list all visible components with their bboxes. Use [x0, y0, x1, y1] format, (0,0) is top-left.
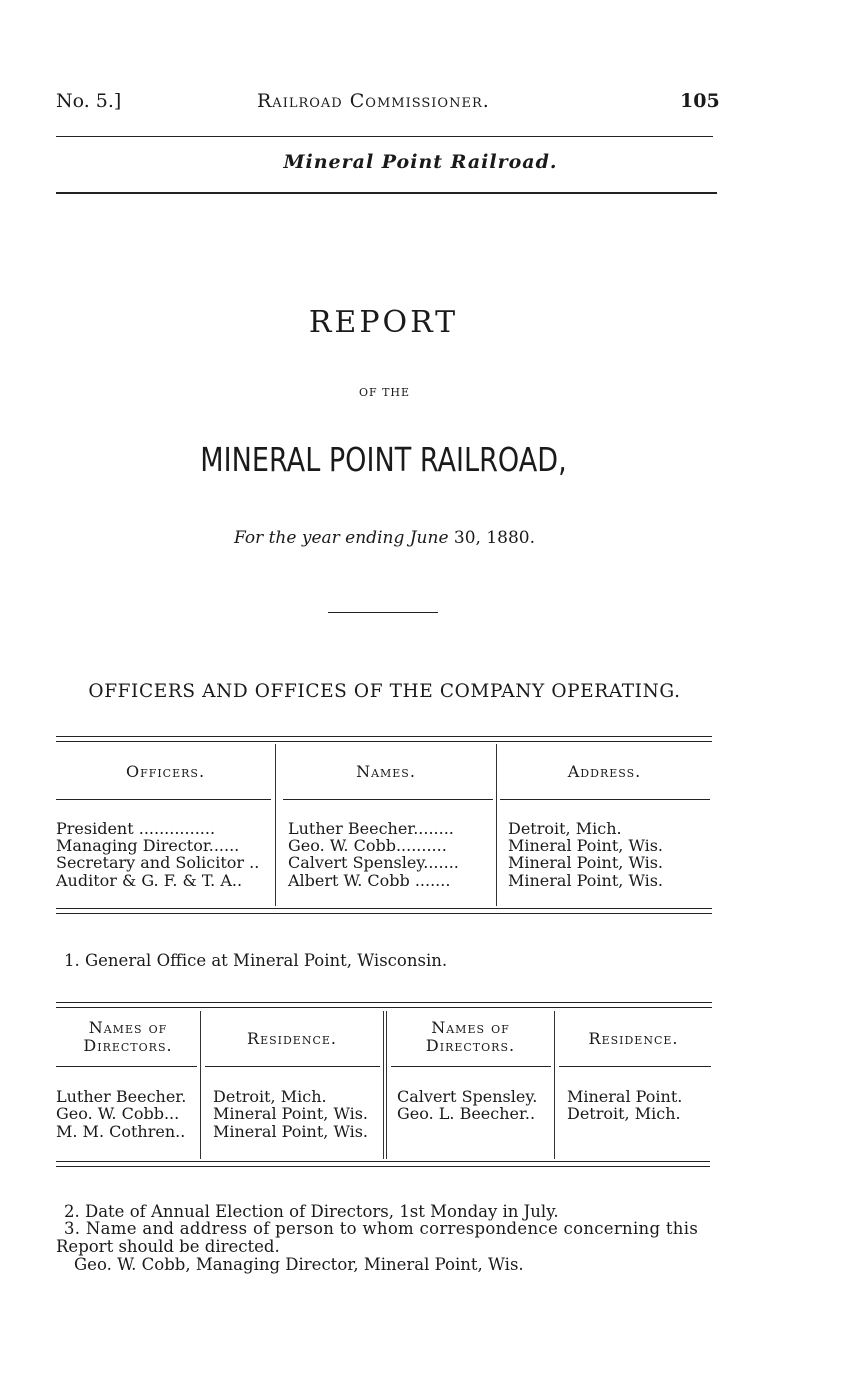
directors-header-names-left: Names of Directors.: [83, 1018, 173, 1055]
officer-title: President ...............: [56, 819, 216, 838]
title-divider: [328, 612, 438, 613]
officer-address: Mineral Point, Wis.: [508, 871, 664, 890]
directors-header-residence-right: Residence.: [588, 1029, 679, 1048]
directors-header-rule-4: [559, 1066, 711, 1067]
fiscal-year-italic: For the year ending June: [233, 528, 449, 548]
general-office: 1. General Office at Mineral Point, Wisconsin.: [64, 951, 448, 970]
officer-name: Albert W. Cobb .......: [288, 871, 451, 890]
issue-number: No. 5.]: [56, 90, 122, 112]
officers-header-names: Names.: [356, 762, 416, 781]
officers-header-rule-1: [56, 799, 271, 800]
directors-bottom-rule-2: [56, 1166, 710, 1167]
section-rule: [56, 192, 717, 194]
section-title: Mineral Point Railroad.: [283, 151, 558, 173]
directors-header-names-right: Names of Directors.: [425, 1018, 516, 1055]
directors-top-rule-2: [56, 1007, 712, 1008]
director-residence: Detroit, Mich.: [213, 1087, 327, 1106]
officers-header-rule-3: [500, 799, 710, 800]
officers-header-rule-2: [283, 799, 493, 800]
directors-top-rule: [56, 1002, 712, 1003]
officers-header-address: Address.: [567, 762, 642, 781]
officer-title: Auditor & G. F. & T. A..: [56, 871, 243, 890]
directors-bottom-rule: [56, 1161, 710, 1162]
director-name: Luther Beecher.: [56, 1087, 187, 1106]
director-name: Geo. W. Cobb...: [56, 1104, 180, 1123]
officer-name: Calvert Spensley.......: [288, 853, 459, 872]
director-name: M. M. Cothren..: [56, 1122, 186, 1141]
officer-address: Mineral Point, Wis.: [508, 853, 664, 872]
report-of-the: OF THE: [358, 386, 411, 399]
election-note: 2. Date of Annual Election of Directors, 1st Monday in July.: [64, 1202, 559, 1221]
director-residence: Detroit, Mich.: [567, 1104, 681, 1123]
head-rule: [56, 136, 713, 137]
directors-header-residence-left: Residence.: [247, 1029, 337, 1048]
officer-title: Managing Director......: [56, 836, 240, 855]
officer-title: Secretary and Solicitor ..: [56, 853, 260, 872]
officers-header-officers: Officers.: [125, 762, 206, 781]
directors-header-rule-2: [205, 1066, 380, 1067]
report-title: REPORT: [308, 305, 459, 340]
director-residence: Mineral Point, Wis.: [213, 1104, 369, 1123]
director-residence: Mineral Point.: [567, 1087, 683, 1106]
officer-address: Detroit, Mich.: [508, 819, 622, 838]
director-residence: Mineral Point, Wis.: [213, 1122, 369, 1141]
contact-line: Geo. W. Cobb, Managing Director, Mineral Point, Wis.: [74, 1255, 524, 1274]
directors-col-divider-2: [383, 1011, 384, 1159]
officers-top-rule-2: [56, 741, 712, 742]
officer-name: Luther Beecher........: [288, 819, 454, 838]
officers-bottom-rule: [56, 908, 712, 909]
officer-address: Mineral Point, Wis.: [508, 836, 664, 855]
director-name: Calvert Spensley.: [397, 1087, 538, 1106]
directors-header-rule-3: [391, 1066, 551, 1067]
fiscal-year: [0, 528, 805, 548]
company-name: MINERAL POINT RAILROAD,: [200, 440, 567, 479]
fiscal-year-date: 30, 1880.: [453, 528, 536, 548]
running-title: Railroad Commissioner.: [257, 90, 490, 112]
officers-bottom-rule-2: [56, 913, 712, 914]
officers-top-rule: [56, 736, 712, 737]
officers-heading: OFFICERS AND OFFICES OF THE COMPANY OPERATING.: [88, 681, 681, 702]
directors-header-rule-1: [56, 1066, 197, 1067]
correspondence-note: 3. Name and address of person to whom correspondence concerning this: [64, 1219, 699, 1238]
officer-name: Geo. W. Cobb..........: [288, 836, 447, 855]
page-number: 105: [680, 90, 720, 112]
correspondence-note-cont: Report should be directed.: [56, 1237, 280, 1256]
director-name: Geo. L. Beecher..: [397, 1104, 536, 1123]
